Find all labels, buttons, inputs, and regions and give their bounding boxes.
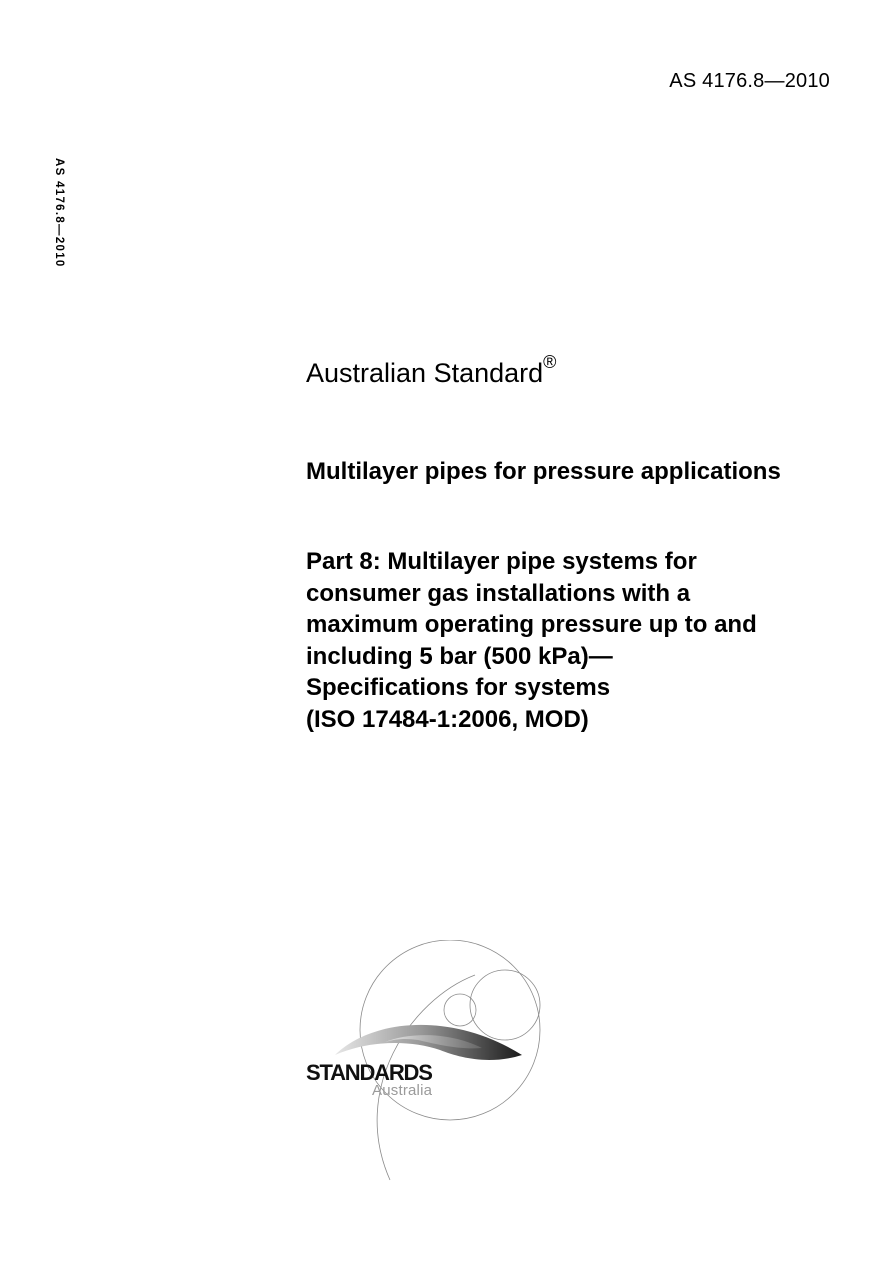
- subtitle-line: consumer gas installations with a: [306, 579, 691, 607]
- document-subtitle: [306, 546, 846, 735]
- registered-mark: ®: [543, 352, 557, 372]
- subtitle-line: Specifications for systems: [306, 674, 611, 701]
- brand-heading: [306, 352, 557, 389]
- subtitle-line: including 5 bar (500 kPa)—: [306, 642, 613, 670]
- subtitle-line: maximum operating pressure up to and: [306, 611, 757, 638]
- spine-label: [48, 158, 68, 278]
- logo-ring-small: [444, 994, 476, 1026]
- brand-name: Australian Standard: [306, 358, 544, 388]
- spine-text: AS 4176.8—2010: [53, 158, 65, 268]
- subtitle-line: (ISO 17484-1:2006, MOD): [306, 705, 589, 733]
- subtitle-line: Part 8: Multilayer pipe systems for: [306, 548, 697, 575]
- logo-wordmark: STANDARDS: [306, 1060, 432, 1085]
- logo-ring-medium: [470, 970, 540, 1040]
- document-number: AS 4176.8—2010: [669, 70, 830, 92]
- standards-australia-logo: [300, 940, 560, 1190]
- document-title: Multilayer pipes for pressure applications: [306, 458, 781, 485]
- logo-subtext: Australia: [372, 1082, 433, 1099]
